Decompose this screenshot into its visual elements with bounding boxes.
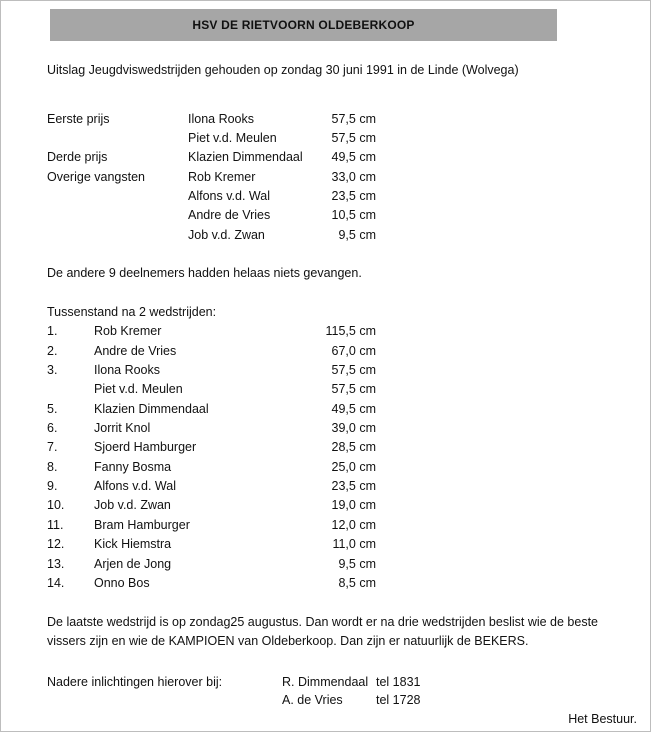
result-category: Derde prijs — [47, 150, 108, 164]
standings-rank: 12. — [47, 537, 65, 551]
standings-name: Klazien Dimmendaal — [94, 402, 209, 416]
page-title: HSV DE RIETVOORN OLDEBERKOOP — [192, 18, 415, 32]
standings-length: 19,0 cm — [331, 498, 376, 512]
standings-name: Jorrit Knol — [94, 421, 151, 435]
header-bar — [50, 9, 557, 41]
standings-row — [0, 421, 651, 440]
standings-length: 9,5 cm — [338, 557, 376, 571]
result-name: Piet v.d. Meulen — [188, 131, 277, 145]
standings-length: 49,5 cm — [331, 402, 376, 416]
standings-row — [0, 460, 651, 479]
result-length: 49,5 cm — [331, 150, 376, 164]
closing-line-1: De laatste wedstrijd is op zondag25 augustus. Dan wordt er na drie wedstrijden beslist wie de beste — [47, 615, 599, 629]
standings-rank: 2. — [47, 344, 58, 358]
standings-name: Fanny Bosma — [94, 460, 172, 474]
result-length: 33,0 cm — [331, 170, 376, 184]
standings-rank: 14. — [47, 576, 65, 590]
standings-length: 23,5 cm — [331, 479, 376, 493]
standings-rank: 6. — [47, 421, 58, 435]
result-length: 57,5 cm — [331, 112, 376, 126]
result-length: 9,5 cm — [338, 228, 376, 242]
standings-row — [0, 537, 651, 556]
standings-rank: 9. — [47, 479, 58, 493]
result-row — [0, 150, 651, 169]
standings-row — [0, 440, 651, 459]
result-row — [0, 131, 651, 150]
closing-line-2: vissers zijn en wie de KAMPIOEN van Oldeberkoop. Dan zijn er natuurlijk de BEKERS. — [47, 634, 529, 648]
standings-name: Piet v.d. Meulen — [94, 382, 183, 396]
standings-length: 8,5 cm — [338, 576, 376, 590]
intro-text: Uitslag Jeugdviswedstrijden gehouden op zondag 30 juni 1991 in de Linde (Wolvega) — [47, 63, 519, 77]
contact-name: R. Dimmendaal — [282, 675, 369, 689]
result-length: 57,5 cm — [331, 131, 376, 145]
standings-length: 28,5 cm — [331, 440, 376, 454]
standings-rank: 10. — [47, 498, 65, 512]
result-row — [0, 228, 651, 247]
standings-name: Rob Kremer — [94, 324, 162, 338]
result-name: Andre de Vries — [188, 208, 271, 222]
standings-title: Tussenstand na 2 wedstrijden: — [47, 305, 217, 319]
result-row — [0, 189, 651, 208]
contact-phone: tel 1728 — [376, 693, 421, 707]
standings-row — [0, 576, 651, 595]
standings-name: Ilona Rooks — [94, 363, 161, 377]
standings-name: Alfons v.d. Wal — [94, 479, 176, 493]
contact-phone: tel 1831 — [376, 675, 421, 689]
standings-name: Arjen de Jong — [94, 557, 172, 571]
result-length: 10,5 cm — [331, 208, 376, 222]
contact-label: Nadere inlichtingen hierover bij: — [47, 675, 223, 689]
standings-rank: 3. — [47, 363, 58, 377]
standings-length: 57,5 cm — [331, 363, 376, 377]
result-length: 23,5 cm — [331, 189, 376, 203]
standings-row — [0, 382, 651, 401]
standings-length: 12,0 cm — [331, 518, 376, 532]
standings-row — [0, 498, 651, 517]
standings-rank: 11. — [47, 518, 64, 532]
standings-row — [0, 344, 651, 363]
standings-name: Kick Hiemstra — [94, 537, 172, 551]
standings-row — [0, 479, 651, 498]
standings-rank: 7. — [47, 440, 58, 454]
result-category: Overige vangsten — [47, 170, 145, 184]
result-name: Job v.d. Zwan — [188, 228, 265, 242]
no-catch-note: De andere 9 deelnemers hadden helaas niets gevangen. — [47, 266, 362, 280]
standings-length: 11,0 cm — [332, 537, 376, 551]
standings-name: Sjoerd Hamburger — [94, 440, 197, 454]
result-category: Eerste prijs — [47, 112, 110, 126]
standings-length: 39,0 cm — [331, 421, 376, 435]
standings-length: 25,0 cm — [331, 460, 376, 474]
standings-rank: 5. — [47, 402, 58, 416]
result-name: Klazien Dimmendaal — [188, 150, 303, 164]
standings-rank: 8. — [47, 460, 58, 474]
result-row — [0, 112, 651, 131]
standings-name: Job v.d. Zwan — [94, 498, 171, 512]
result-name: Rob Kremer — [188, 170, 256, 184]
result-row — [0, 170, 651, 189]
result-name: Alfons v.d. Wal — [188, 189, 270, 203]
standings-length: 115,5 cm — [325, 324, 376, 338]
standings-length: 67,0 cm — [331, 344, 376, 358]
contact-name: A. de Vries — [282, 693, 343, 707]
standings-row — [0, 557, 651, 576]
standings-row — [0, 402, 651, 421]
result-name: Ilona Rooks — [188, 112, 255, 126]
standings-name: Andre de Vries — [94, 344, 177, 358]
standings-row — [0, 363, 651, 382]
standings-row — [0, 518, 651, 537]
standings-name: Onno Bos — [94, 576, 150, 590]
signature: Het Bestuur. — [568, 712, 637, 726]
standings-length: 57,5 cm — [331, 382, 376, 396]
standings-rank: 13. — [47, 557, 65, 571]
result-row — [0, 208, 651, 227]
standings-rank: 1. — [47, 324, 58, 338]
standings-row — [0, 324, 651, 343]
standings-name: Bram Hamburger — [94, 518, 190, 532]
